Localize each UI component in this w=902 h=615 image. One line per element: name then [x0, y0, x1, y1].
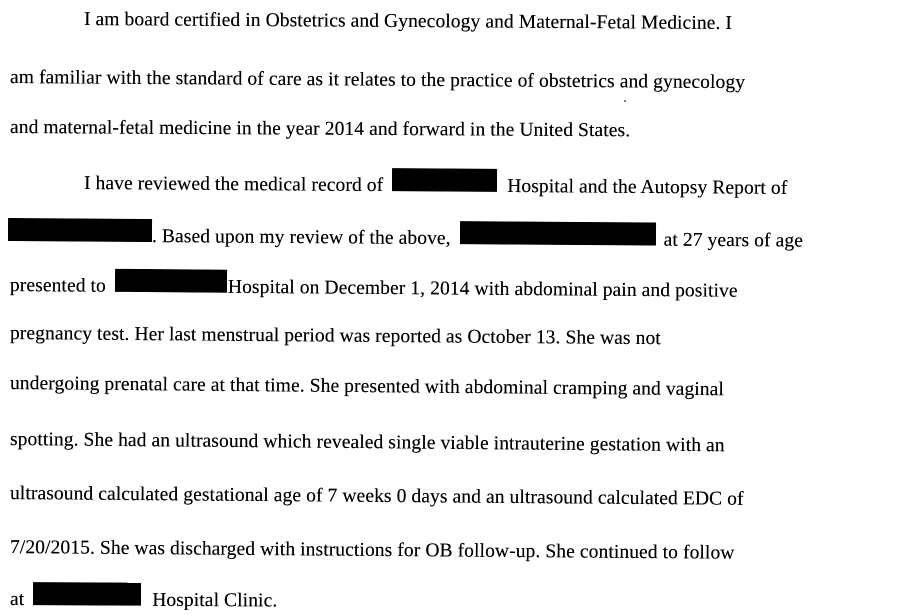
text-segment: Hospital Clinic.	[152, 589, 278, 612]
text-segment: Hospital on December 1, 2014 with abdominal pain and positive	[227, 276, 738, 302]
text-line	[8, 218, 803, 254]
text-segment: . Based upon my review of the above,	[151, 226, 451, 250]
scan-speck	[624, 100, 626, 102]
text-segment: am familiar with the standard of care as it relates to the practice of obstetrics and gynecology	[9, 67, 746, 94]
redaction-bar	[115, 269, 227, 293]
text-segment: I am board certified in Obstetrics and Gynecology and Maternal-Fetal Medicine. I	[83, 9, 733, 34]
text-segment: pregnancy test. Her last menstrual period was reported as October 13. She was not	[9, 323, 661, 350]
text-line	[10, 582, 277, 613]
text-segment: spotting. She had an ultrasound which revealed single viable intrauterine gestation with an	[9, 429, 725, 457]
redaction-bar	[392, 168, 497, 192]
text-segment: 7/20/2015. She was discharged with instructions for OB follow-up. She continued to follow	[9, 537, 735, 564]
text-line	[10, 536, 735, 566]
redaction-bar	[460, 221, 656, 245]
redaction-bar	[33, 582, 141, 606]
text-segment: at 27 years of age	[663, 229, 804, 252]
text-segment: and maternal-fetal medicine in the year 2014 and forward in the United States.	[9, 117, 631, 142]
text-line	[10, 372, 724, 402]
text-line	[84, 8, 732, 36]
text-line	[10, 322, 661, 351]
text-line	[10, 268, 738, 304]
text-segment: undergoing prenatal care at that time. She presented with abdominal cramping and vaginal	[9, 373, 725, 401]
text-segment: at	[9, 589, 25, 611]
text-line	[10, 482, 744, 512]
text-line	[10, 66, 745, 95]
text-line	[10, 116, 630, 143]
text-segment: Hospital and the Autopsy Report of	[507, 175, 788, 199]
text-line	[10, 428, 725, 458]
text-segment: presented to	[9, 275, 107, 297]
text-segment: ultrasound calculated gestational age of 7 weeks 0 days and an ultrasound calculated EDC of	[9, 483, 744, 510]
text-segment: I have reviewed the medical record of	[83, 173, 384, 197]
redaction-bar	[8, 218, 152, 242]
text-line	[84, 166, 788, 201]
